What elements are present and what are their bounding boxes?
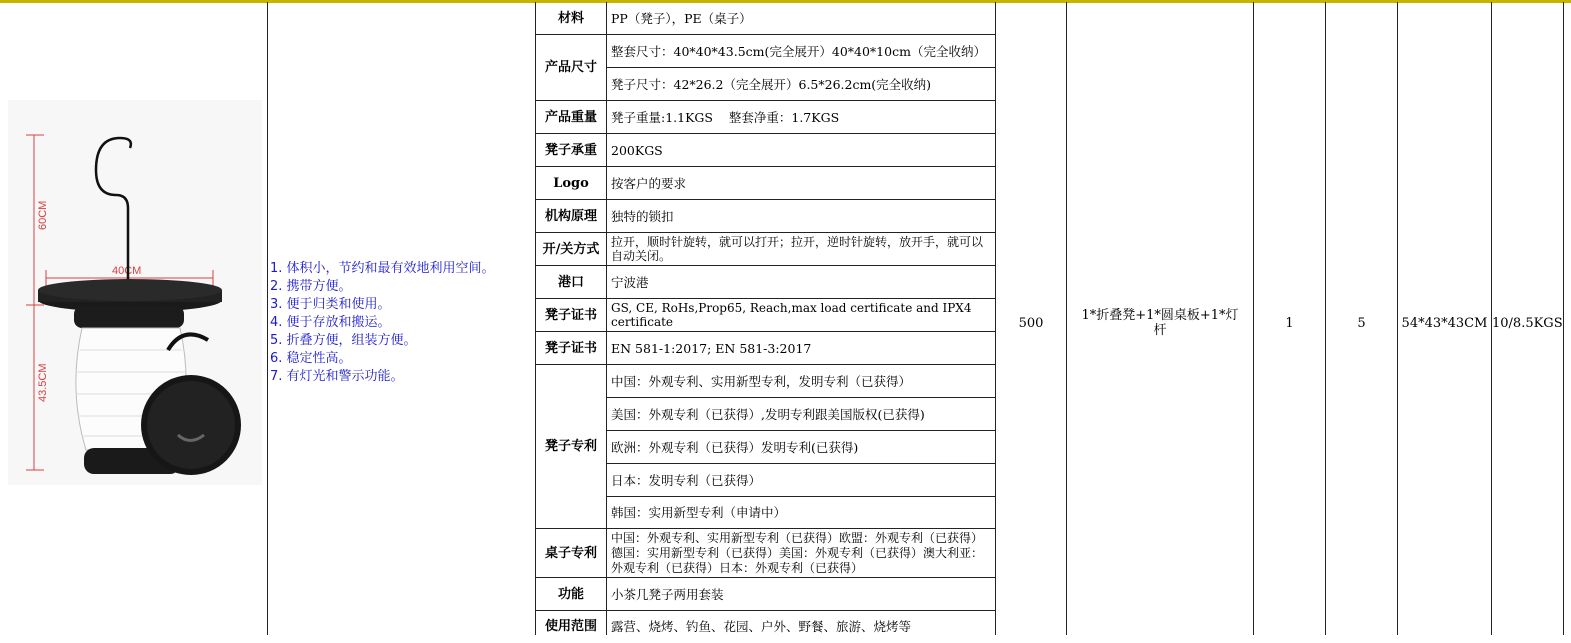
logo-value: 按客户的要求 <box>611 175 687 191</box>
load-label: 凳子承重 <box>544 142 597 158</box>
feature-item: 5. 折叠方便，组装方便。 <box>270 333 417 348</box>
package-contents: 1*折叠凳+1*圆桌板+1*灯杆 <box>1081 308 1239 338</box>
feature-item: 6. 稳定性高。 <box>270 351 352 366</box>
dim-height: 60CM <box>37 200 49 230</box>
grid-line <box>267 2 268 635</box>
mechanism-value: 独特的锁扣 <box>611 208 674 224</box>
patent-usa: 美国：外观专利（已获得）,发明专利跟美国版权(已获得) <box>611 406 925 422</box>
feature-list <box>270 260 495 386</box>
mechanism-label: 机构原理 <box>544 208 597 224</box>
cert-value-1: GS, CE, RoHs,Prop65, Reach,max load certificate and IPX4 certificate <box>611 301 972 329</box>
usage-label: 使用范围 <box>544 618 597 634</box>
table-patent-label: 桌子专利 <box>544 545 597 561</box>
port-value: 宁波港 <box>611 274 649 290</box>
function-value: 小茶几凳子两用套装 <box>611 586 724 602</box>
usage-value: 露营、烧烤、钓鱼、花园、户外、野餐、旅游、烧烤等 <box>611 618 912 634</box>
patent-korea: 韩国：实用新型专利（申请中） <box>611 505 787 520</box>
logo-label: Logo <box>553 175 589 191</box>
openclose-value: 拉开，顺时针旋转，就可以打开；拉开，逆时针旋转，放开手，就可以自动关闭。 <box>611 235 984 263</box>
size-value-1: 整套尺寸：40*40*43.5cm(完全展开）40*40*10cm（完全收纳） <box>611 43 986 59</box>
material-label: 材料 <box>557 11 584 26</box>
weight-label: 产品重量 <box>544 109 597 125</box>
feature-item: 4. 便于存放和搬运。 <box>270 315 391 330</box>
patent-label: 凳子专利 <box>544 439 597 454</box>
patent-china: 中国：外观专利、实用新型专利，发明专利（已获得） <box>611 373 912 389</box>
cert-label-2: 凳子证书 <box>544 340 597 356</box>
grid-line <box>1563 2 1564 635</box>
patent-japan: 日本：发明专利（已获得） <box>611 472 762 488</box>
weight-value: 凳子重量:1.1KGS 整套净重：1.7KGS <box>611 109 840 125</box>
moq-value: 500 <box>1018 315 1044 331</box>
patent-europe: 欧洲：外观专利（已获得）发明专利(已获得) <box>611 439 859 455</box>
feature-item: 2. 携带方便。 <box>270 279 352 294</box>
feature-item: 7. 有灯光和警示功能。 <box>270 369 404 384</box>
cert-value-2: EN 581-1:2017; EN 581-3:2017 <box>611 340 812 356</box>
feature-item: 3. 便于归类和使用。 <box>270 297 391 312</box>
size-label: 产品尺寸 <box>544 60 597 75</box>
dim-stool-height: 43.5CM <box>37 363 49 402</box>
openclose-label: 开/关方式 <box>542 241 600 257</box>
carton-size: 54*43*43CM <box>1401 315 1488 331</box>
quantity-2: 5 <box>1357 315 1366 331</box>
size-value-2: 凳子尺寸：42*26.2（完全展开）6.5*26.2cm(完全收纳) <box>611 76 932 92</box>
function-label: 功能 <box>557 586 584 602</box>
feature-item: 1. 体积小，节约和最有效地利用空间。 <box>270 261 495 276</box>
material-value: PP（凳子），PE（桌子） <box>611 11 752 26</box>
quantity-1: 1 <box>1285 315 1294 331</box>
port-label: 港口 <box>557 274 584 290</box>
load-value: 200KGS <box>611 142 663 158</box>
product-image <box>8 100 262 485</box>
dim-width: 40CM <box>112 265 142 277</box>
table-patent-value: 中国：外观专利、实用新型专利（已获得）欧盟：外观专利（已获得）德国：实用新型专利（已获得）美国：外观专利（已获得）澳大利亚：外观专利（已获得）日本：外观专利（已获得） <box>611 530 984 575</box>
cert-label: 凳子证书 <box>544 307 597 323</box>
gross-net-weight: 10/8.5KGS <box>1492 315 1563 331</box>
